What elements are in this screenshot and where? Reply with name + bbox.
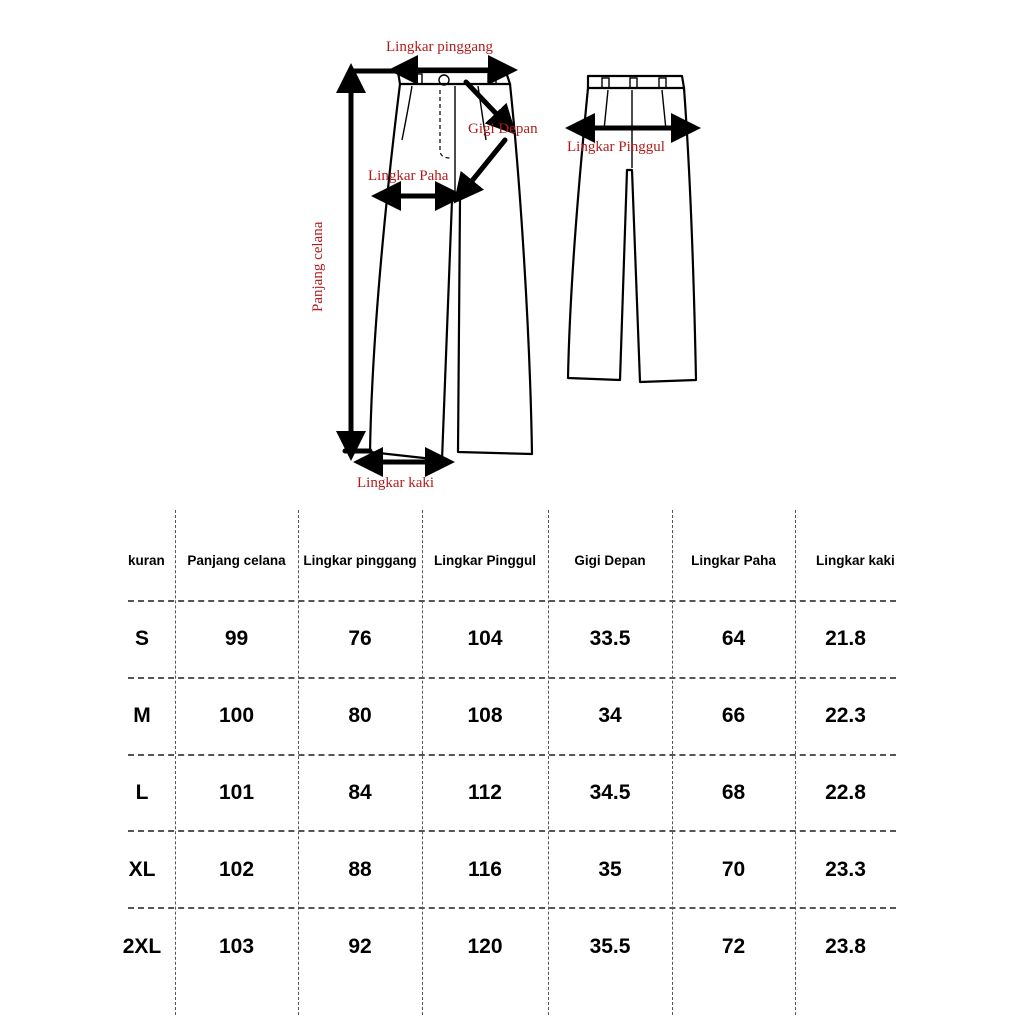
table-cell: 103 [218,934,255,958]
table-cell: 33.5 [589,626,631,650]
table-cell: 35 [598,857,622,881]
label-hip: Lingkar Pinggul [567,139,665,155]
size-label: S [134,626,149,650]
header-size: kuran [128,552,165,568]
header-length: Panjang celana [187,552,286,568]
table-cell: 22.8 [825,780,866,804]
header-hip: Lingkar Pinggul [433,552,536,568]
table-cell: 68 [721,780,746,804]
table-cell: 23.3 [825,857,866,881]
label-length: Panjang celana [310,221,326,312]
header-waist: Lingkar pinggang [303,552,417,568]
table-cell: 100 [218,703,255,727]
size-label: M [133,703,151,727]
table-cell: 116 [468,857,502,881]
table-cell: 35.5 [589,934,631,958]
table-cell: 102 [218,857,255,881]
table-cell: 72 [721,934,746,958]
table-cell: 120 [467,934,503,958]
size-label: XL [128,857,156,881]
front-rise-arrow [466,82,506,124]
header-hem: Lingkar kaki [816,552,895,568]
header-thigh: Lingkar Paha [691,552,776,568]
table-cell: 21.8 [825,626,866,650]
table-cell: 88 [348,857,372,881]
table-cell: 22.3 [825,703,866,727]
table-cell: 66 [721,703,746,727]
table-cell: 84 [348,780,372,804]
pants-measurement-diagram [0,0,1024,505]
label-thigh: Lingkar Paha [368,168,449,184]
size-label: L [135,780,149,804]
header-front-rise: Gigi Depan [574,552,646,568]
table-cell: 70 [721,857,746,881]
back-pants-drawing [568,76,696,382]
table-cell: 76 [348,626,372,650]
table-cell: 23.8 [825,934,866,958]
table-cell: 80 [348,703,372,727]
table-cell: 34 [598,703,622,727]
table-cell: 104 [467,626,503,650]
table-cell: 101 [218,780,255,804]
table-cell: 64 [721,626,746,650]
size-label: 2XL [122,934,162,958]
size-chart-table [0,505,1024,1024]
table-cell: 34.5 [589,780,631,804]
table-cell: 108 [467,703,503,727]
label-front-rise: Gigi Depan [468,121,538,137]
label-hem: Lingkar kaki [357,475,435,491]
table-cell: 99 [224,626,249,650]
label-waist: Lingkar pinggang [386,39,494,55]
front-rise-lower-arrow [463,140,505,192]
table-cell: 92 [348,934,372,958]
table-cell: 112 [468,780,502,804]
